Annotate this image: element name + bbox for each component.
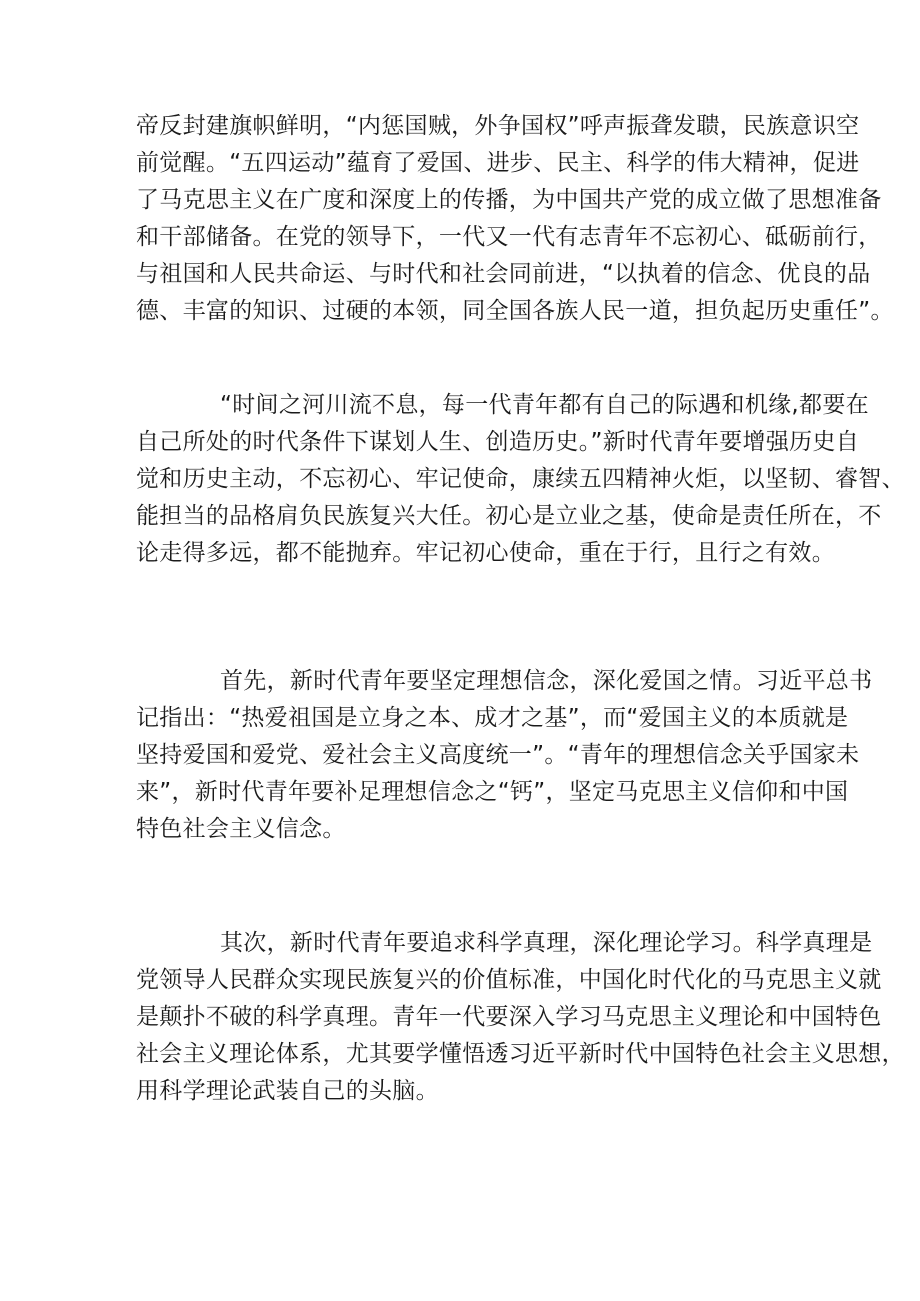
paragraph-line: 论走得多远，都不能抛弃。牢记初心使命，重在于行，且行之有效。 xyxy=(136,540,835,566)
paragraph-first-line: 首先，新时代青年要坚定理想信念，深化爱国之情。习近平总书 xyxy=(220,668,873,694)
paragraph-1 xyxy=(136,108,894,330)
paragraph-line: 坚持爱国和爱党、爱社会主义高度统一”。“青年的理想信念关乎国家未 xyxy=(136,742,860,768)
paragraph-line: 自己所处的时代条件下谋划人生、创造历史。”新时代青年要增强历史自 xyxy=(136,429,860,455)
paragraph-first-line: 其次，新时代青年要追求科学真理，深化理论学习。科学真理是 xyxy=(220,930,873,956)
paragraph-line: 特色社会主义信念。 xyxy=(136,816,346,842)
paragraph-3 xyxy=(136,663,872,848)
paragraph-line: 是颠扑不破的科学真理。青年一代要深入学习马克思主义理论和中国特色 xyxy=(136,1004,882,1030)
paragraph-line: 记指出：“热爱祖国是立身之本、成才之基”，而“爱国主义的本质就是 xyxy=(136,705,849,731)
paragraph-first-line: “时间之河川流不息，每一代青年都有自己的际遇和机缘,都要在 xyxy=(220,392,869,418)
paragraph-line: 帝反封建旗帜鲜明，“内惩国贼，外争国权”呼声振聋发聩，民族意识空 xyxy=(136,113,860,139)
paragraph-line: 社会主义理论体系，尤其要学懂悟透习近平新时代中国特色社会主义思想， xyxy=(136,1041,905,1067)
paragraph-line: 来”，新时代青年要补足理想信念之“钙”，坚定马克思主义信仰和中国 xyxy=(136,779,849,805)
paragraph-line: 觉和历史主动，不忘初心、牢记使命，康续五四精神火炬，以坚韧、睿智、 xyxy=(136,466,905,492)
paragraph-4 xyxy=(136,925,905,1110)
paragraph-line: 了马克思主义在广度和深度上的传播，为中国共产党的成立做了思想准备 xyxy=(136,187,882,213)
paragraph-line: 前觉醒。“五四运动”蕴育了爱国、进步、民主、科学的伟大精神，促进 xyxy=(136,150,860,176)
paragraph-line: 用科学理论武装自己的头脑。 xyxy=(136,1078,439,1104)
paragraph-line: 与祖国和人民共命运、与时代和社会同前进，“以执着的信念、优良的品 xyxy=(136,261,871,287)
paragraph-line: 和干部储备。在党的领导下，一代又一代有志青年不忘初心、砥砺前行， xyxy=(136,224,882,250)
paragraph-2 xyxy=(136,387,905,572)
paragraph-line: 德、丰富的知识、过硬的本领，同全国各族人民一道，担负起历史重任”。 xyxy=(136,298,894,324)
paragraph-line: 能担当的品格肩负民族复兴大任。初心是立业之基，使命是责任所在，不 xyxy=(136,503,882,529)
paragraph-line: 党领导人民群众实现民族复兴的价值标准，中国化时代化的马克思主义就 xyxy=(136,967,882,993)
